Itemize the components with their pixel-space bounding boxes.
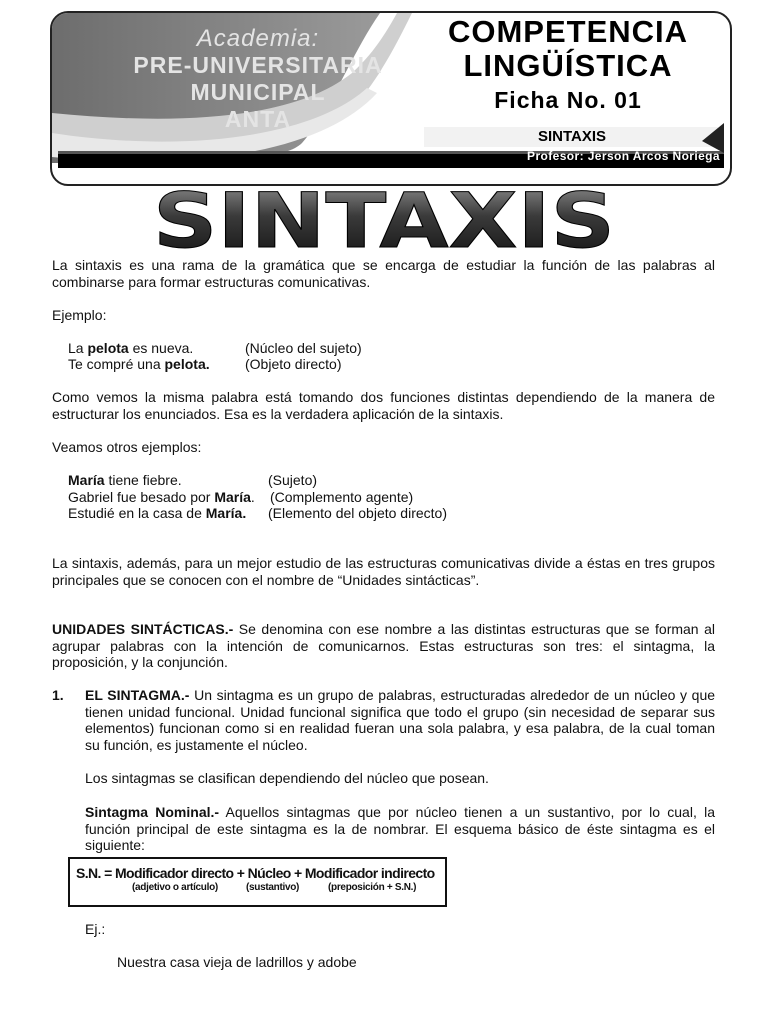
nominal-heading: Sintagma Nominal.-	[85, 804, 220, 820]
example2-line1: María tiene fiebre.	[68, 472, 182, 488]
intro-paragraph: La sintaxis es una rama de la gramática que se encarga de estudiar la función de las palabras al combinarse para formar estructuras comunicativas.	[52, 257, 715, 290]
title-line2: LINGÜÍSTICA	[463, 48, 673, 83]
scheme-box	[68, 857, 447, 907]
example2-note2: (Complemento agente)	[270, 489, 414, 505]
scheme-sub-directo: (adjetivo o artículo)	[132, 882, 218, 893]
example1-note2: (Objeto directo)	[245, 356, 342, 372]
nominal-paragraph: Sintagma Nominal.- Aquellos sintagmas que por núcleo tienen a un sustantivo, por lo cual, la función principal de este sintagma es la de nombrar. El esquema básico de éste sintagma es el siguiente:	[85, 804, 715, 853]
example2-note3: (Elemento del objeto directo)	[268, 505, 447, 521]
ej-label: Ej.:	[85, 921, 106, 937]
academy-line4: ANTA	[224, 106, 292, 132]
sintagma-paragraph: EL SINTAGMA.- Un sintagma es un grupo de palabras, estructuradas alrededor de un núcleo y que tienen unidad funcional. Unidad funcional significa que todo el grupo (sin necesidad de separar sus elementos) funcionan como si en realidad fueran una sola palabra, y esa palabra, de la cual toman su función, es justamente el núcleo.	[85, 687, 716, 753]
sintaxis-logo	[150, 184, 618, 252]
subject-label: SINTAXIS	[537, 128, 607, 145]
more-examples-label: Veamos otros ejemplos:	[52, 439, 202, 455]
units-paragraph: UNIDADES SINTÁCTICAS.- Se denomina con ese nombre a las distintas estructuras que se forman al agrupar palabras con la intención de comunicarnos. Estas estructuras son tres: el sintagma, la proposición, y la conjunción.	[52, 621, 716, 670]
item1-number: 1.	[52, 687, 64, 703]
document-title	[422, 15, 714, 117]
title-line1: COMPETENCIA	[447, 14, 689, 49]
classify-paragraph: Los sintagmas se clasifican dependiendo del núcleo que posean.	[85, 770, 489, 786]
header-banner	[50, 11, 732, 186]
example1-note1: (Núcleo del sujeto)	[245, 340, 362, 356]
sheet-number: Ficha No. 01	[494, 87, 642, 113]
example1-line1: La pelota es nueva.	[68, 340, 194, 356]
scheme-sub-indirecto: (preposición + S.N.)	[328, 882, 417, 893]
academy-line3: MUNICIPAL	[190, 79, 326, 105]
academy-line1: Academia:	[196, 25, 320, 52]
scheme-sub-nucleo: (sustantivo)	[246, 882, 300, 893]
paragraph-3: La sintaxis, además, para un mejor estudio de las estructuras comunicativas divide a éstas en tres grupos principales que se conocen con el nombre de “Unidades sintácticas”.	[52, 555, 715, 588]
paragraph-2: Como vemos la misma palabra está tomando dos funciones distintas dependiendo de la manera de estructurar los enunciados. Esa es la verdadera aplicación de la sintaxis.	[52, 389, 715, 422]
example2-line2: Gabriel fue besado por María.	[68, 489, 255, 505]
academy-line2: PRE-UNIVERSITARIA	[133, 52, 383, 78]
scheme-formula: S.N. = Modificador directo + Núcleo + Modificador indirecto	[76, 865, 435, 881]
example2-note1: (Sujeto)	[268, 472, 318, 488]
logo-text: SINTAXIS	[153, 184, 615, 252]
example-label: Ejemplo:	[52, 307, 107, 323]
example2-line3: Estudié en la casa de María.	[68, 505, 247, 521]
sintagma-heading: EL SINTAGMA.-	[85, 687, 190, 703]
example1-line2: Te compré una pelota.	[68, 356, 210, 372]
units-heading: UNIDADES SINTÁCTICAS.-	[52, 621, 234, 637]
professor-label: Profesor: Jerson Arcos Noriega	[527, 149, 720, 163]
academy-name	[108, 25, 408, 133]
ej-sentence: Nuestra casa vieja de ladrillos y adobe	[117, 954, 357, 970]
